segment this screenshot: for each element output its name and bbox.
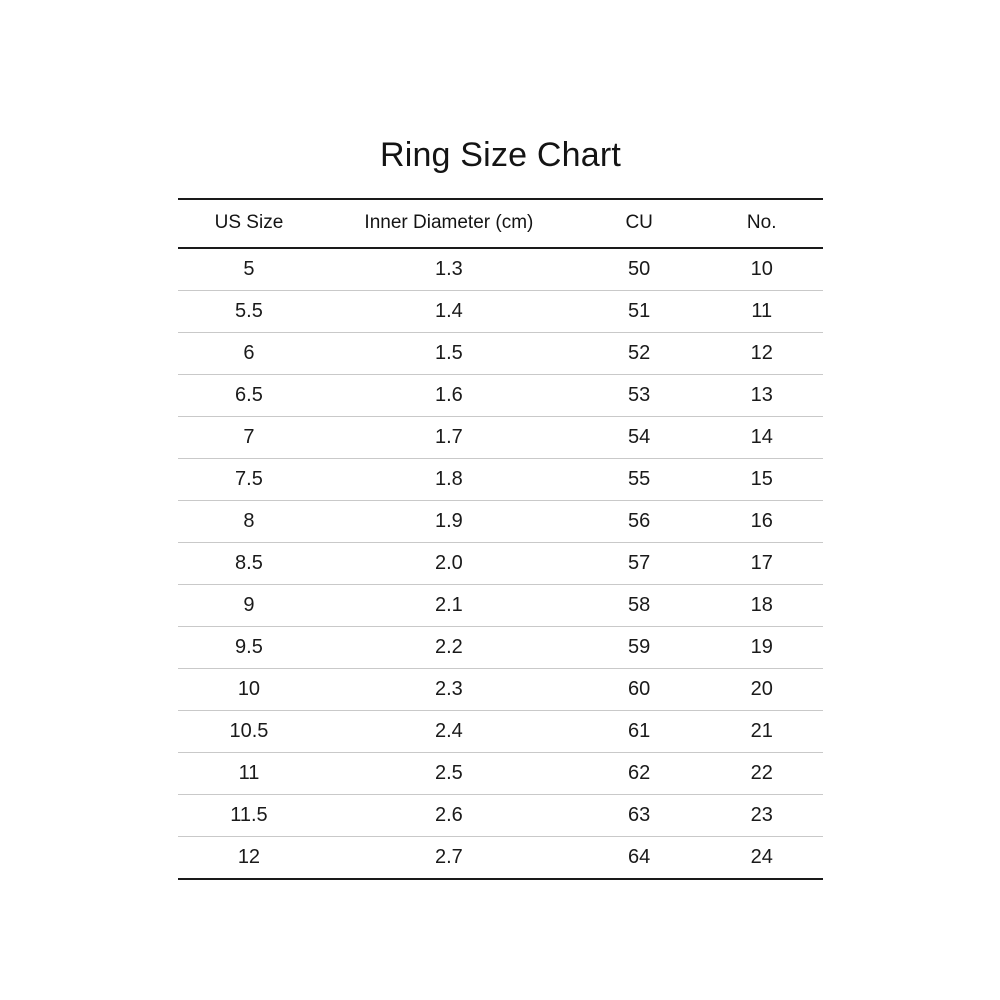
column-header-no: No. (700, 199, 823, 248)
cell-inner-diameter: 1.4 (320, 290, 578, 332)
cell-inner-diameter: 2.0 (320, 542, 578, 584)
cell-no: 23 (700, 794, 823, 836)
cell-cu: 61 (578, 710, 701, 752)
cell-us-size: 9 (178, 584, 320, 626)
table-row (178, 500, 823, 542)
cell-cu: 53 (578, 374, 701, 416)
table-header-row (178, 199, 823, 248)
cell-inner-diameter: 2.5 (320, 752, 578, 794)
column-header-cu: CU (578, 199, 701, 248)
cell-no: 20 (700, 668, 823, 710)
cell-no: 13 (700, 374, 823, 416)
cell-cu: 56 (578, 500, 701, 542)
table-header (178, 199, 823, 248)
cell-cu: 50 (578, 248, 701, 291)
table-row (178, 332, 823, 374)
cell-us-size: 9.5 (178, 626, 320, 668)
cell-no: 19 (700, 626, 823, 668)
cell-cu: 62 (578, 752, 701, 794)
cell-us-size: 5.5 (178, 290, 320, 332)
cell-cu: 59 (578, 626, 701, 668)
table-row (178, 626, 823, 668)
cell-no: 15 (700, 458, 823, 500)
cell-us-size: 12 (178, 836, 320, 879)
table-row (178, 542, 823, 584)
table-row (178, 374, 823, 416)
cell-us-size: 6 (178, 332, 320, 374)
table-row (178, 710, 823, 752)
cell-us-size: 10 (178, 668, 320, 710)
cell-us-size: 8 (178, 500, 320, 542)
cell-cu: 55 (578, 458, 701, 500)
cell-inner-diameter: 2.6 (320, 794, 578, 836)
cell-us-size: 11.5 (178, 794, 320, 836)
cell-inner-diameter: 1.6 (320, 374, 578, 416)
cell-no: 14 (700, 416, 823, 458)
cell-inner-diameter: 1.5 (320, 332, 578, 374)
table-row (178, 290, 823, 332)
cell-us-size: 7 (178, 416, 320, 458)
cell-us-size: 6.5 (178, 374, 320, 416)
cell-no: 16 (700, 500, 823, 542)
cell-no: 18 (700, 584, 823, 626)
cell-inner-diameter: 1.3 (320, 248, 578, 291)
cell-us-size: 8.5 (178, 542, 320, 584)
cell-inner-diameter: 2.2 (320, 626, 578, 668)
table-row (178, 416, 823, 458)
cell-inner-diameter: 1.8 (320, 458, 578, 500)
cell-inner-diameter: 2.7 (320, 836, 578, 879)
cell-no: 11 (700, 290, 823, 332)
cell-no: 24 (700, 836, 823, 879)
ring-size-table (178, 198, 823, 880)
table-row (178, 794, 823, 836)
cell-no: 17 (700, 542, 823, 584)
cell-inner-diameter: 1.9 (320, 500, 578, 542)
column-header-inner-diameter: Inner Diameter (cm) (320, 199, 578, 248)
column-header-us-size: US Size (178, 199, 320, 248)
cell-cu: 57 (578, 542, 701, 584)
table-row (178, 248, 823, 291)
cell-no: 21 (700, 710, 823, 752)
cell-inner-diameter: 2.1 (320, 584, 578, 626)
cell-cu: 52 (578, 332, 701, 374)
cell-no: 10 (700, 248, 823, 291)
cell-us-size: 11 (178, 752, 320, 794)
table-body (178, 248, 823, 879)
cell-cu: 63 (578, 794, 701, 836)
cell-cu: 51 (578, 290, 701, 332)
cell-cu: 64 (578, 836, 701, 879)
cell-cu: 60 (578, 668, 701, 710)
cell-us-size: 10.5 (178, 710, 320, 752)
cell-inner-diameter: 2.4 (320, 710, 578, 752)
table-row (178, 668, 823, 710)
chart-container (178, 135, 823, 880)
page-title: Ring Size Chart (379, 136, 622, 174)
cell-no: 12 (700, 332, 823, 374)
cell-inner-diameter: 1.7 (320, 416, 578, 458)
cell-cu: 54 (578, 416, 701, 458)
cell-us-size: 7.5 (178, 458, 320, 500)
table-row (178, 458, 823, 500)
cell-cu: 58 (578, 584, 701, 626)
table-row (178, 584, 823, 626)
table-row (178, 836, 823, 879)
cell-us-size: 5 (178, 248, 320, 291)
cell-inner-diameter: 2.3 (320, 668, 578, 710)
table-row (178, 752, 823, 794)
cell-no: 22 (700, 752, 823, 794)
